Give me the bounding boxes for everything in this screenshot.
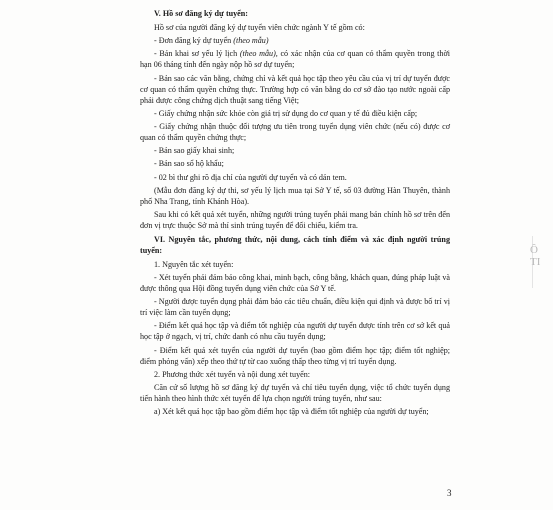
list-item: - Đơn đăng ký dự tuyển (theo mẫu) [154, 36, 269, 46]
list-item: - Bản khai sơ yếu lý lịch (theo mẫu), có xác nhận của cơ quan có thẩm quyền trong thời hạn 06 tháng tính đến ngày nộp hồ sơ dự tuyển; [140, 49, 451, 70]
subheading: 1. Nguyên tắc xét tuyển: [154, 259, 234, 269]
document-body [140, 8, 450, 419]
bleed-text: TI [530, 256, 541, 268]
section-heading-v: V. Hồ sơ đăng ký dự tuyển: [154, 9, 248, 18]
page-number: 3 [447, 488, 452, 498]
paragraph: - Xét tuyển phải đảm bảo công khai, minh bạch, công bằng, khách quan, đúng pháp luật và được thông qua Hội đồng tuyển dụng viên chức của Sở Y tế. [140, 273, 450, 294]
list-item: - Bản sao các văn bằng, chứng chỉ và kết quả học tập theo yêu cầu của vị trí dự tuyển được cơ quan có thẩm quyền chứng thực. Trường hợp có văn bằng do cơ sở đào tạo nước ngoài cấp phải được công chứng dịch thuật sang tiếng Việt; [140, 73, 450, 105]
section-intro: Hồ sơ của người đăng ký dự tuyển viên chức ngành Y tế gồm có: [154, 23, 365, 32]
paragraph: - Điểm kết quả học tập và điểm tốt nghiệp của người dự tuyển được tính trên cơ sở kết quả học tập ở ngạch, vị trí, chức danh có nhu cầu tuyển dụng; [140, 321, 450, 342]
subheading: 2. Phương thức xét tuyển và nội dung xét tuyển: [154, 369, 311, 379]
list-item: - Giấy chứng nhận thuộc đối tượng ưu tiên trong tuyển dụng viên chức (nếu có) được cơ quan có thẩm quyền chứng thực; [140, 121, 450, 142]
bleed-text: Ô [530, 244, 538, 256]
paragraph: Căn cứ số lượng hồ sơ đăng ký dự tuyển và chỉ tiêu tuyển dụng, việc tổ chức tuyển dụng tiến hành theo hình thức xét tuyển để lựa chọn người trúng tuyển, như sau: [140, 383, 450, 403]
note-paragraph: (Mẫu đơn đăng ký dự thi, sơ yếu lý lịch mua tại Sở Y tế, số 03 đường Hàn Thuyên, thành phố Nha Trang, tỉnh Khánh Hòa). [140, 185, 450, 206]
section-heading-vi: VI. Nguyên tắc, phương thức, nội dung, cách tính điểm và xác định người trúng tuyển: [140, 234, 450, 255]
list-item: - 02 bì thư ghi rõ địa chỉ của người dự tuyển và có dán tem. [154, 172, 347, 182]
list-item: - Giấy chứng nhận sức khỏe còn giá trị sử dụng do cơ quan y tế đủ điều kiện cấp; [154, 108, 418, 118]
paragraph: Sau khi có kết quả xét tuyển, những người trúng tuyển phải mang bản chính hồ sơ trên đến đơn vị trực thuộc Sở mà thí sinh trúng tuyển để đối chiếu, kiểm tra. [140, 209, 450, 230]
adjacent-page-bleed [530, 244, 553, 284]
paragraph: - Người được tuyển dụng phải đảm bảo các tiêu chuẩn, điều kiện qui định và được bố trí vị trí việc làm cần tuyển dụng; [140, 297, 450, 318]
paragraph: a) Xét kết quả học tập bao gồm điểm học tập và điểm tốt nghiệp của người dự tuyển; [154, 407, 429, 417]
paragraph: - Điểm kết quả xét tuyển của người dự tuyển (bao gồm điểm học tập; điểm tốt nghiệp; điểm phỏng vấn) xếp theo thứ tự từ cao xuống thấp theo từng vị trí tuyển dụng. [140, 345, 450, 366]
list-item: - Bản sao sổ hộ khẩu; [154, 159, 224, 169]
list-item: - Bản sao giấy khai sinh; [154, 146, 235, 156]
